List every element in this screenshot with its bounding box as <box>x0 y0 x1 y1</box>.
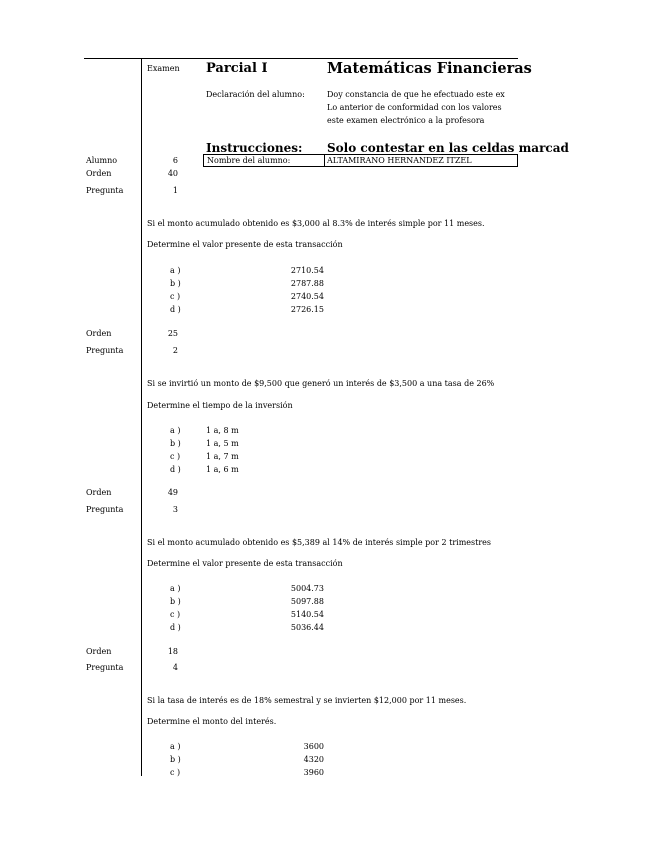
declaracion-line-1: Doy constancia de que he efectuado este ex <box>327 90 505 99</box>
option-letter: a ) <box>170 266 181 275</box>
question-prompt: Determine el tiempo de la inversión <box>147 401 293 410</box>
option-value[interactable]: 2740.54 <box>290 292 324 301</box>
examen-label: Examen <box>147 64 180 73</box>
option-value[interactable]: 5036.44 <box>290 623 324 632</box>
option-letter: b ) <box>170 279 181 288</box>
pregunta-value: 2 <box>172 346 178 355</box>
pregunta-value: 4 <box>172 663 178 672</box>
question-prompt: Determine el valor presente de esta transacción <box>147 559 343 568</box>
nombre-value[interactable]: ALTAMIRANO HERNANDEZ ITZEL <box>327 156 472 165</box>
option-value[interactable]: 5004.73 <box>290 584 324 593</box>
parcial-title: Parcial I <box>206 61 268 76</box>
question-prompt: Determine el monto del interés. <box>147 717 277 726</box>
question-prompt: Determine el valor presente de esta transacción <box>147 240 343 249</box>
option-value[interactable]: 1 a, 7 m <box>206 452 239 461</box>
orden-value: 18 <box>167 647 178 656</box>
option-value[interactable]: 2787.88 <box>290 279 324 288</box>
orden-label: Orden <box>86 647 112 656</box>
orden-value: 40 <box>167 169 178 178</box>
top-border-line <box>84 58 518 59</box>
left-border-line <box>141 58 142 776</box>
alumno-value: 6 <box>172 156 178 165</box>
question-statement: Si la tasa de interés es de 18% semestral y se invierten $12,000 por 11 meses. <box>147 696 467 705</box>
option-value[interactable]: 5140.54 <box>290 610 324 619</box>
orden-label: Orden <box>86 329 112 338</box>
pregunta-value: 1 <box>172 186 178 195</box>
declaracion-line-2: Lo anterior de conformidad con los valores <box>327 103 502 112</box>
option-letter: c ) <box>170 452 181 461</box>
orden-value: 49 <box>167 488 178 497</box>
option-letter: d ) <box>170 623 181 632</box>
option-value[interactable]: 2726.15 <box>290 305 324 314</box>
option-letter: c ) <box>170 292 181 301</box>
option-value[interactable]: 4320 <box>303 755 324 764</box>
option-letter: c ) <box>170 610 181 619</box>
option-value[interactable]: 1 a, 5 m <box>206 439 239 448</box>
question-statement: Si el monto acumulado obtenido es $3,000 al 8.3% de interés simple por 11 meses. <box>147 219 485 228</box>
question-statement: Si se invirtió un monto de $9,500 que generó un interés de $3,500 a una tasa de 26% <box>147 379 495 388</box>
option-value[interactable]: 2710.54 <box>290 266 324 275</box>
pregunta-label: Pregunta <box>86 186 124 195</box>
subject-title: Matemáticas Financieras <box>327 60 532 77</box>
option-letter: a ) <box>170 426 181 435</box>
pregunta-value: 3 <box>172 505 178 514</box>
alumno-label: Alumno <box>86 156 118 165</box>
orden-label: Orden <box>86 488 112 497</box>
instrucciones-text: Solo contestar en las celdas marcad <box>327 141 569 155</box>
option-value[interactable]: 1 a, 6 m <box>206 465 239 474</box>
pregunta-label: Pregunta <box>86 346 124 355</box>
nombre-divider <box>324 154 325 167</box>
option-letter: a ) <box>170 742 181 751</box>
declaracion-line-3: este examen electrónico a la profesora <box>327 116 485 125</box>
pregunta-label: Pregunta <box>86 505 124 514</box>
orden-value: 25 <box>167 329 178 338</box>
question-statement: Si el monto acumulado obtenido es $5,389 al 14% de interés simple por 2 trimestres <box>147 538 491 547</box>
option-letter: b ) <box>170 755 181 764</box>
option-value[interactable]: 5097.88 <box>290 597 324 606</box>
option-value[interactable]: 3600 <box>303 742 324 751</box>
pregunta-label: Pregunta <box>86 663 124 672</box>
orden-label: Orden <box>86 169 112 178</box>
declaracion-label: Declaración del alumno: <box>206 90 305 99</box>
option-letter: d ) <box>170 305 181 314</box>
instrucciones-label: Instrucciones: <box>206 141 303 155</box>
option-value[interactable]: 1 a, 8 m <box>206 426 239 435</box>
option-letter: a ) <box>170 584 181 593</box>
option-value[interactable]: 3960 <box>303 768 324 777</box>
option-letter: d ) <box>170 465 181 474</box>
option-letter: c ) <box>170 768 181 777</box>
nombre-label: Nombre del alumno: <box>207 156 291 165</box>
option-letter: b ) <box>170 597 181 606</box>
option-letter: b ) <box>170 439 181 448</box>
